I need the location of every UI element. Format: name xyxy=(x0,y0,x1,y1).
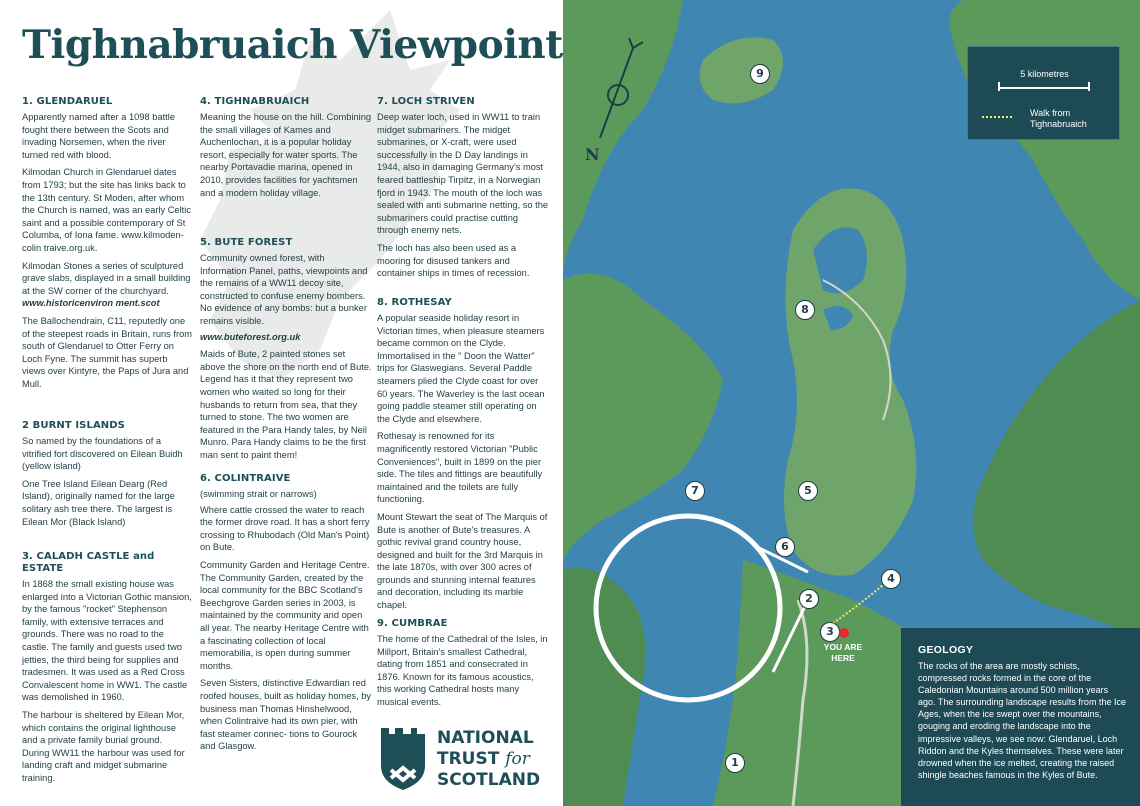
section-cumbrae xyxy=(377,618,549,714)
map-marker-9[interactable]: 9 xyxy=(750,64,770,84)
geology-heading: GEOLOGY xyxy=(918,644,974,656)
section-heading: 7. LOCH STRIVEN xyxy=(377,96,475,107)
scale-tick xyxy=(998,82,1000,91)
logo-line: SCOTLAND xyxy=(437,770,541,790)
section-paragraph: A popular seaside holiday resort in Victorian times, when pleasure steamers became common on the Clyde. Immortalised in the " Doon the Watter" trips for Glaswegians. Several Paddle steamers plied the Clyde coast for over 60 years. The Waverley is the last ocean going paddle steamer still operating on the Clyde and elsewhere. xyxy=(377,313,545,424)
scale-bar xyxy=(998,87,1090,89)
section-heading: 8. ROTHESAY xyxy=(377,297,452,308)
map-marker-5[interactable]: 5 xyxy=(798,481,818,501)
section-burnt-islands xyxy=(22,420,192,533)
section-paragraph: Meaning the house on the hill. Combining the small villages of Kames and Auchenlochan, it is a popular holiday resort, especially for water sports. The nearby Portavadie marina, opened in 2010, provides facilities for yachtsmen and a modern holiday village. xyxy=(200,112,372,198)
compass-icon xyxy=(585,38,645,168)
section-paragraph: Deep water loch, used in WW11 to train midget submariners. The midget submarines, or X-craft, were used successfully in the D Day landings in 1944, also in damaging Germany's most feared battleship Tirpitz, in a Norwegian fjord in 1943. The mouth of the loch was sealed with anti submarine netting, so the submariners could practise cutting through enemy nets. xyxy=(377,112,549,236)
section-heading: 3. CALADH CASTLE and ESTATE xyxy=(22,551,155,574)
section-tighnabruaich xyxy=(200,96,372,204)
section-paragraph: Community owned forest, with Information Panel, paths, viewpoints and the remains of a WW11 decoy site, constructed to confuse enemy bombers. No evidence of any bombs: but a bunker remains visible. xyxy=(200,253,368,326)
section-caladh-castle xyxy=(22,551,192,790)
website-link[interactable]: www.buteforest.org.uk xyxy=(200,331,301,342)
logo-word: TRUST xyxy=(437,749,500,769)
section-paragraph: The home of the Cathedral of the Isles, in Millport, Britain's smallest Cathedral, dating from 1851 and consecrated in 1876. Known for its famous acoustics, this working Cathedral hosts many musical events. xyxy=(377,634,548,707)
section-paragraph: Mount Stewart the seat of The Marquis of Bute is another of Bute's treasures. A gothic revival grand country house, designed and built for the 3rd Marquis in the late 1870s, with over 300 acres of grounds and stunning internal features and decoration, including its marble chapel. xyxy=(377,511,548,611)
section-paragraph: Maids of Bute, 2 painted stones set above the shore on the north end of Bute. Legend has it that they represent two women who waited so long for their husbands to return from sea, that they turned to stone. The two women are featured in the Para Handy tales, by Neil Munro. Para Handy claims to be the first man sent to paint them! xyxy=(200,349,372,460)
section-heading: 1. GLENDARUEL xyxy=(22,96,113,107)
map-marker-2[interactable]: 2 xyxy=(799,589,819,609)
geology-panel xyxy=(901,628,1140,806)
map-marker-8[interactable]: 8 xyxy=(795,300,815,320)
logo-word: for xyxy=(505,749,530,769)
logo-line xyxy=(437,749,540,770)
section-paragraph: So named by the foundations of a vitrified fort discovered on Eilean Buidh (yellow island) xyxy=(22,436,183,472)
info-panel xyxy=(0,0,563,806)
map-marker-1[interactable]: 1 xyxy=(725,753,745,773)
map-panel[interactable] xyxy=(563,0,1140,806)
map-marker-7[interactable]: 7 xyxy=(685,481,705,501)
section-heading: 6. COLINTRAIVE xyxy=(200,473,291,484)
section-glendaruel xyxy=(22,96,192,395)
walk-label: Walk from Tighnabruaich xyxy=(1030,108,1087,129)
section-text: Kilmodan Stones a series of sculptured grave slabs, displayed in a small building at the SW corner of the churchyard. xyxy=(22,260,191,296)
section-subtitle: (swimming strait or narrows) xyxy=(200,489,317,499)
map-marker-4[interactable]: 4 xyxy=(881,569,901,589)
map-legend xyxy=(967,46,1120,140)
scale-tick xyxy=(1088,82,1090,91)
map-marker-6[interactable]: 6 xyxy=(775,537,795,557)
walk-line-sample xyxy=(982,116,1012,118)
section-paragraph: Where cattle crossed the water to reach the former drove road. It has a short ferry crossing to Rhubodach (Old Man's Point) on Bute. xyxy=(200,504,370,553)
section-paragraph: Seven Sisters, distinctive Edwardian red roofed houses, built as holiday homes, by business man Thomas Hinshelwood, when Colintraive had its own pier, with fast steamer connec- tions to Gourock and Glasgow. xyxy=(200,678,372,752)
map-marker-3[interactable]: 3 xyxy=(820,622,840,642)
nts-logo xyxy=(377,726,557,796)
section-heading: 5. BUTE FOREST xyxy=(200,237,293,248)
you-are-here-dot xyxy=(839,628,849,638)
you-are-here-label: YOU ARE HERE xyxy=(823,642,863,663)
section-paragraph: Community Garden and Heritage Centre. The Community Garden, created by the local community for the BBC Scotland's Beechgrove Garden series in 2003, is maintained by the community and open all year. The nearby Heritage Centre with a fascinating collection of local memorabilia, is open during summer months. xyxy=(200,559,370,671)
section-colintraive xyxy=(200,473,372,758)
section-bute-forest xyxy=(200,237,372,467)
section-paragraph: The harbour is sheltered by Eilean Mor, which contains the original lighthouse and a private family burial ground. During WW11 the harbour was used for landing craft and midget submarine training. xyxy=(22,709,185,783)
section-paragraph: Kilmodan Church in Glendaruel dates from 1793; but the site has links back to the 13th century. St Moden, after whom the Church is named, was an early Celtic saint and a possible contemporary of St Columba, of Iona fame. www.kilmoden-colin traive.org.uk. xyxy=(22,167,191,253)
section-paragraph: One Tree Island Eilean Dearg (Red Island), originally named for the large solitary ash tree there. The largest is Eilean Mor (Black Island) xyxy=(22,478,175,527)
geology-text: The rocks of the area are mostly schists, compressed rocks formed in the core of the Caledonian Mountains around 500 million years ago. The surrounding landscape results from the Ice Ages, when the ice swept over the mountains, gouging and eroding the landscape into the impressive valleys, we see now: Glendaruel, Loch Riddon and the Kyles themselves. These were later drowned when the ice melted, creating the raised shingle beaches famous in the Kyles of Bute. xyxy=(918,661,1126,780)
compass-north-label: N xyxy=(585,145,600,164)
page-title: Tighnabruaich Viewpoint xyxy=(22,22,563,68)
section-paragraph xyxy=(22,260,192,310)
section-paragraph: Apparently named after a 1098 battle fought there between the Scots and invading Norsemen, when the river turned red with blood. xyxy=(22,112,175,160)
section-heading: 2 BURNT ISLANDS xyxy=(22,420,125,431)
castle-shield-icon xyxy=(377,726,429,792)
section-paragraph: In 1868 the small existing house was enlarged into a Victorian Gothic mansion, by the famous "rocket" Stephenson family, with extensive terraces and grounds. There was no road to the castle. The family and guests used two jetties, the third being for supplies and tradesmen. It was used as a Red Cross Convalescent home in WW1. The castle was demolished in 1960. xyxy=(22,579,192,703)
section-rothesay xyxy=(377,297,549,617)
section-paragraph: Rothesay is renowned for its magnificently restored Victorian "Public Conveniences", built in 1899 on the pier side. The tiles and fittings are beautifully maintained and the toilets are fully functioning. xyxy=(377,431,543,505)
section-heading: 9. CUMBRAE xyxy=(377,618,448,629)
section-loch-striven xyxy=(377,96,549,285)
logo-line: NATIONAL xyxy=(437,728,534,748)
scale-label: 5 kilometres xyxy=(1020,69,1069,79)
website-link[interactable]: www.historicenviron ment.scot xyxy=(22,298,160,309)
section-heading: 4. TIGHNABRUAICH xyxy=(200,96,310,107)
section-paragraph: The loch has also been used as a mooring for disused tankers and container ships in times of recession. xyxy=(377,242,530,279)
nts-wordmark xyxy=(437,728,540,791)
section-paragraph: The Ballochendrain, C11, reputedly one of the steepest roads in Britain, runs from south of Glendaruel to Otter Ferry on Loch Fyne. The summit has superb views over Kintyre, the Paps of Jura and Mull. xyxy=(22,315,193,389)
